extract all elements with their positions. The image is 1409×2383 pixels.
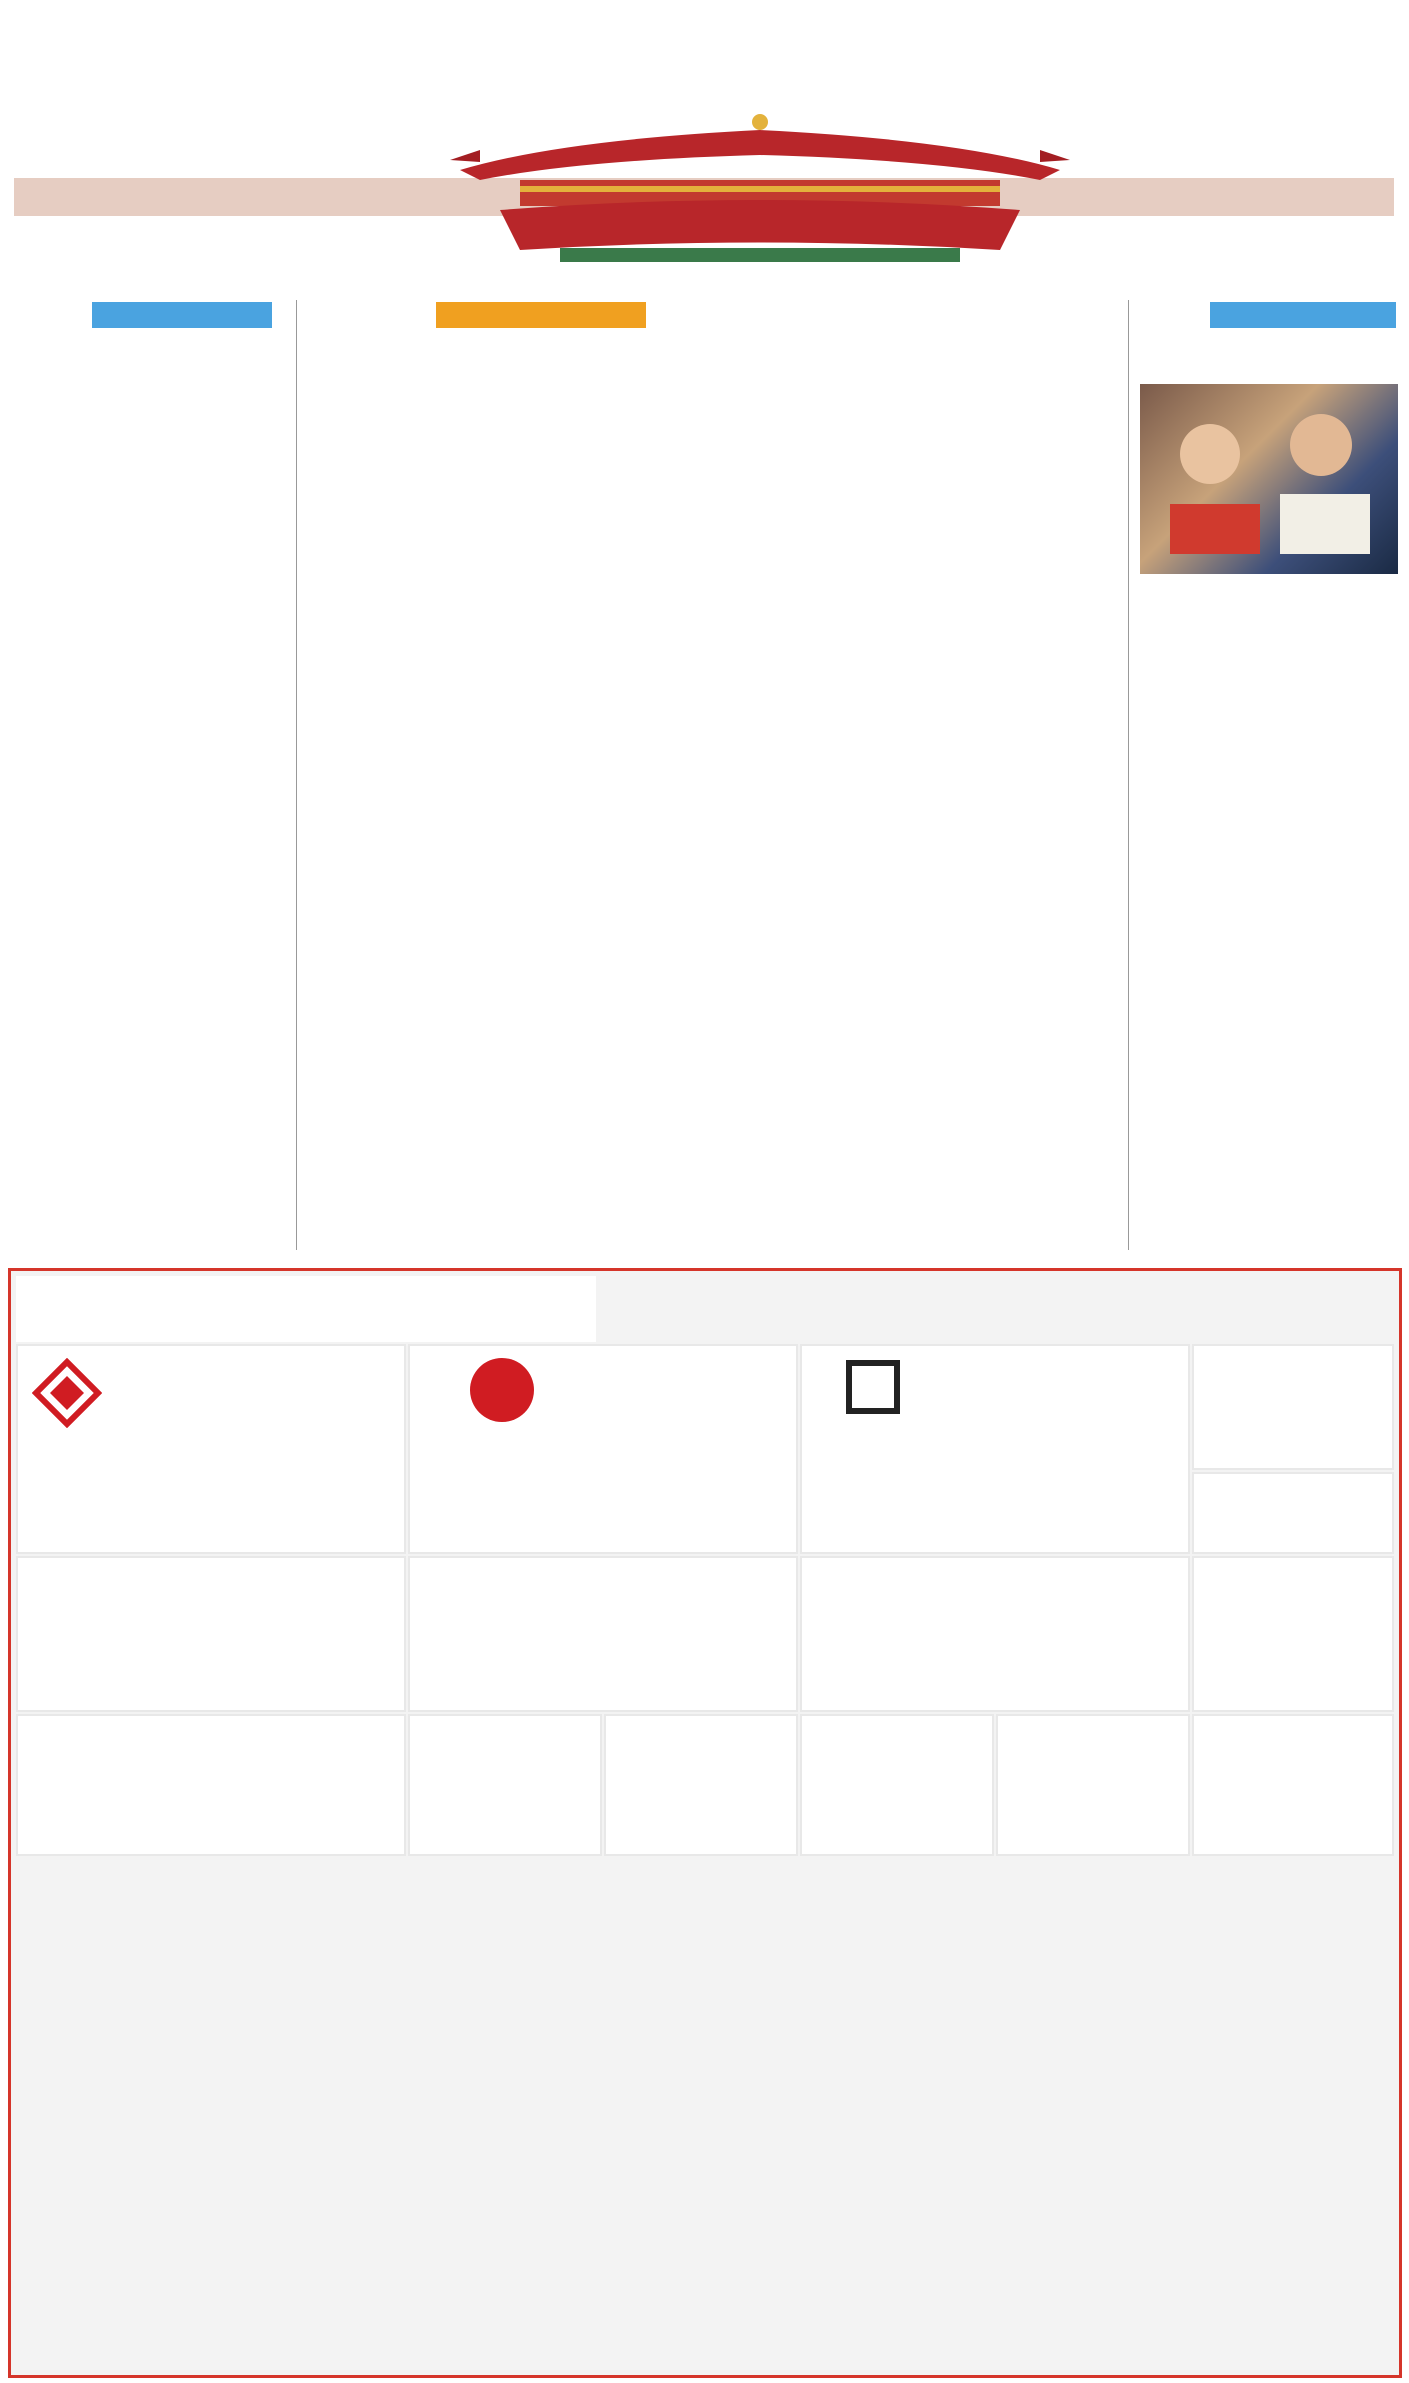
tab-notice-bar xyxy=(1210,302,1396,328)
dongfang-logo-icon xyxy=(846,1360,900,1414)
ad-wudanbao xyxy=(1192,1344,1394,1470)
ad-zhiqiang xyxy=(16,1556,406,1712)
ad-dongfang xyxy=(800,1344,1190,1554)
chuangfu-logo-icon xyxy=(32,1358,102,1428)
tab-notice xyxy=(1140,296,1396,330)
masthead xyxy=(0,0,1409,290)
ad-chuangfu xyxy=(16,1344,406,1554)
touronghai-logo-icon xyxy=(470,1358,534,1422)
ad-erci xyxy=(408,1714,602,1856)
photo-children-reading xyxy=(1140,384,1398,574)
ad-xinqiao xyxy=(800,1556,1190,1712)
ad-touronghai xyxy=(408,1344,798,1554)
tab-leisure xyxy=(14,296,274,330)
column-divider xyxy=(296,300,297,1250)
tab-qingming xyxy=(328,296,658,330)
ad-shenfen-1 xyxy=(996,1714,1190,1856)
ad-fengquan xyxy=(604,1714,798,1856)
tab-leisure-bar xyxy=(92,302,272,328)
ad-hongjiu xyxy=(1192,1556,1394,1712)
left-column xyxy=(14,358,276,386)
tab-qingming-bar xyxy=(436,302,646,328)
ad-hongyi xyxy=(16,1714,406,1856)
ads-header xyxy=(16,1276,596,1342)
ad-shenfen-2 xyxy=(1192,1714,1394,1856)
ad-hongyu xyxy=(800,1714,994,1856)
pavilion-roof-illustration xyxy=(440,100,1080,270)
column-divider xyxy=(1128,300,1129,1250)
right-column xyxy=(1140,358,1398,586)
ad-shengshi xyxy=(408,1556,798,1712)
ad-hexie xyxy=(1192,1472,1394,1554)
